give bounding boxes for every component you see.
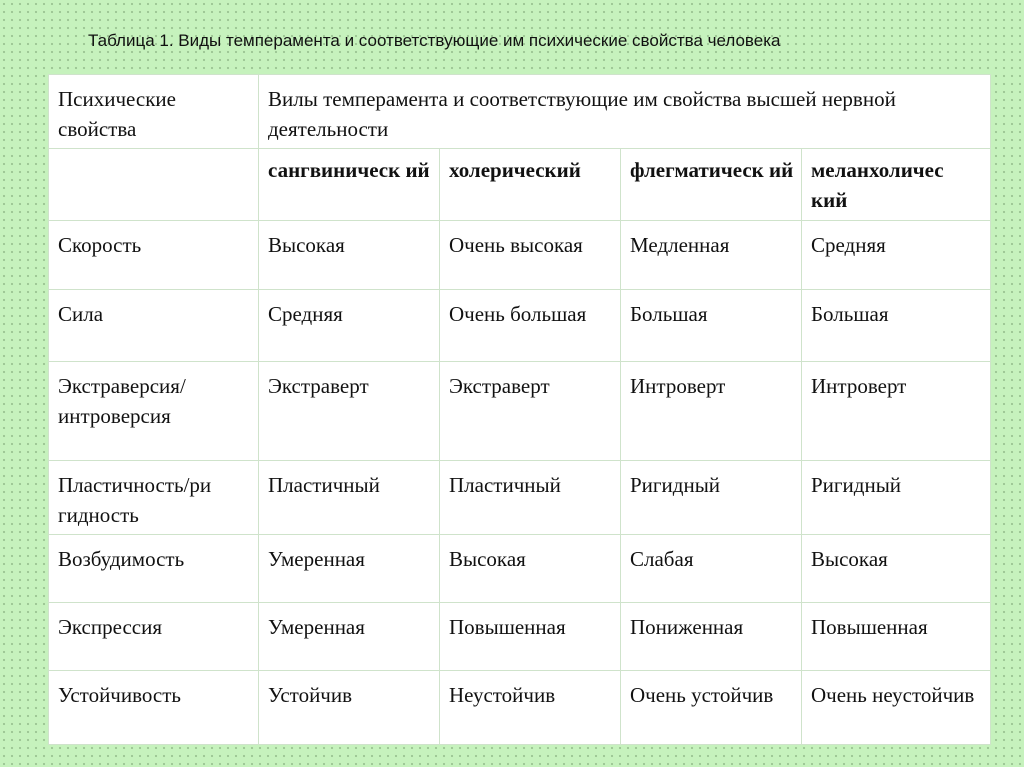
value-cell: Экстраверт — [440, 362, 621, 461]
types-row — [49, 149, 991, 221]
type-header-sanguine: сангвиническ ий — [259, 149, 440, 221]
table-row — [49, 290, 991, 362]
temperament-table — [48, 74, 991, 745]
value-cell: Устойчив — [259, 671, 440, 745]
table-caption: Таблица 1. Виды темперамента и соответствующие им психические свойства человека — [88, 31, 781, 50]
table-row — [49, 461, 991, 535]
value-cell: Высокая — [802, 535, 991, 603]
value-cell: Очень высокая — [440, 221, 621, 290]
value-cell: Высокая — [259, 221, 440, 290]
table-row — [49, 535, 991, 603]
value-cell: Ригидный — [621, 461, 802, 535]
value-cell: Большая — [802, 290, 991, 362]
value-cell: Очень неустойчив — [802, 671, 991, 745]
value-cell: Пластичный — [440, 461, 621, 535]
table-row — [49, 221, 991, 290]
property-cell: Возбудимость — [49, 535, 259, 603]
type-header-phlegmatic: флегматическ ий — [621, 149, 802, 221]
type-header-melancholic: меланхоличес кий — [802, 149, 991, 221]
value-cell: Средняя — [259, 290, 440, 362]
header-row — [49, 75, 991, 149]
value-cell: Пластичный — [259, 461, 440, 535]
property-cell: Сила — [49, 290, 259, 362]
type-header-choleric: холерический — [440, 149, 621, 221]
group-header-cell: Вилы темперамента и соответствующие им свойства высшей нервной деятельности — [259, 75, 991, 149]
property-cell: Скорость — [49, 221, 259, 290]
value-cell: Средняя — [802, 221, 991, 290]
property-cell: Устойчивость — [49, 671, 259, 745]
corner-header-cell: Психические свойства — [49, 75, 259, 149]
value-cell: Слабая — [621, 535, 802, 603]
value-cell: Высокая — [440, 535, 621, 603]
value-cell: Умеренная — [259, 535, 440, 603]
table-row — [49, 362, 991, 461]
value-cell: Экстраверт — [259, 362, 440, 461]
property-cell: Пластичность/ри гидность — [49, 461, 259, 535]
value-cell: Интроверт — [802, 362, 991, 461]
property-cell: Экспрессия — [49, 603, 259, 671]
value-cell: Повышенная — [802, 603, 991, 671]
value-cell: Ригидный — [802, 461, 991, 535]
value-cell: Повышенная — [440, 603, 621, 671]
table-row — [49, 671, 991, 745]
value-cell: Очень устойчив — [621, 671, 802, 745]
table-row — [49, 603, 991, 671]
value-cell: Медленная — [621, 221, 802, 290]
value-cell: Большая — [621, 290, 802, 362]
value-cell: Интроверт — [621, 362, 802, 461]
value-cell: Очень большая — [440, 290, 621, 362]
value-cell: Пониженная — [621, 603, 802, 671]
empty-header-cell — [49, 149, 259, 221]
value-cell: Неустойчив — [440, 671, 621, 745]
property-cell: Экстраверсия/ интроверсия — [49, 362, 259, 461]
value-cell: Умеренная — [259, 603, 440, 671]
